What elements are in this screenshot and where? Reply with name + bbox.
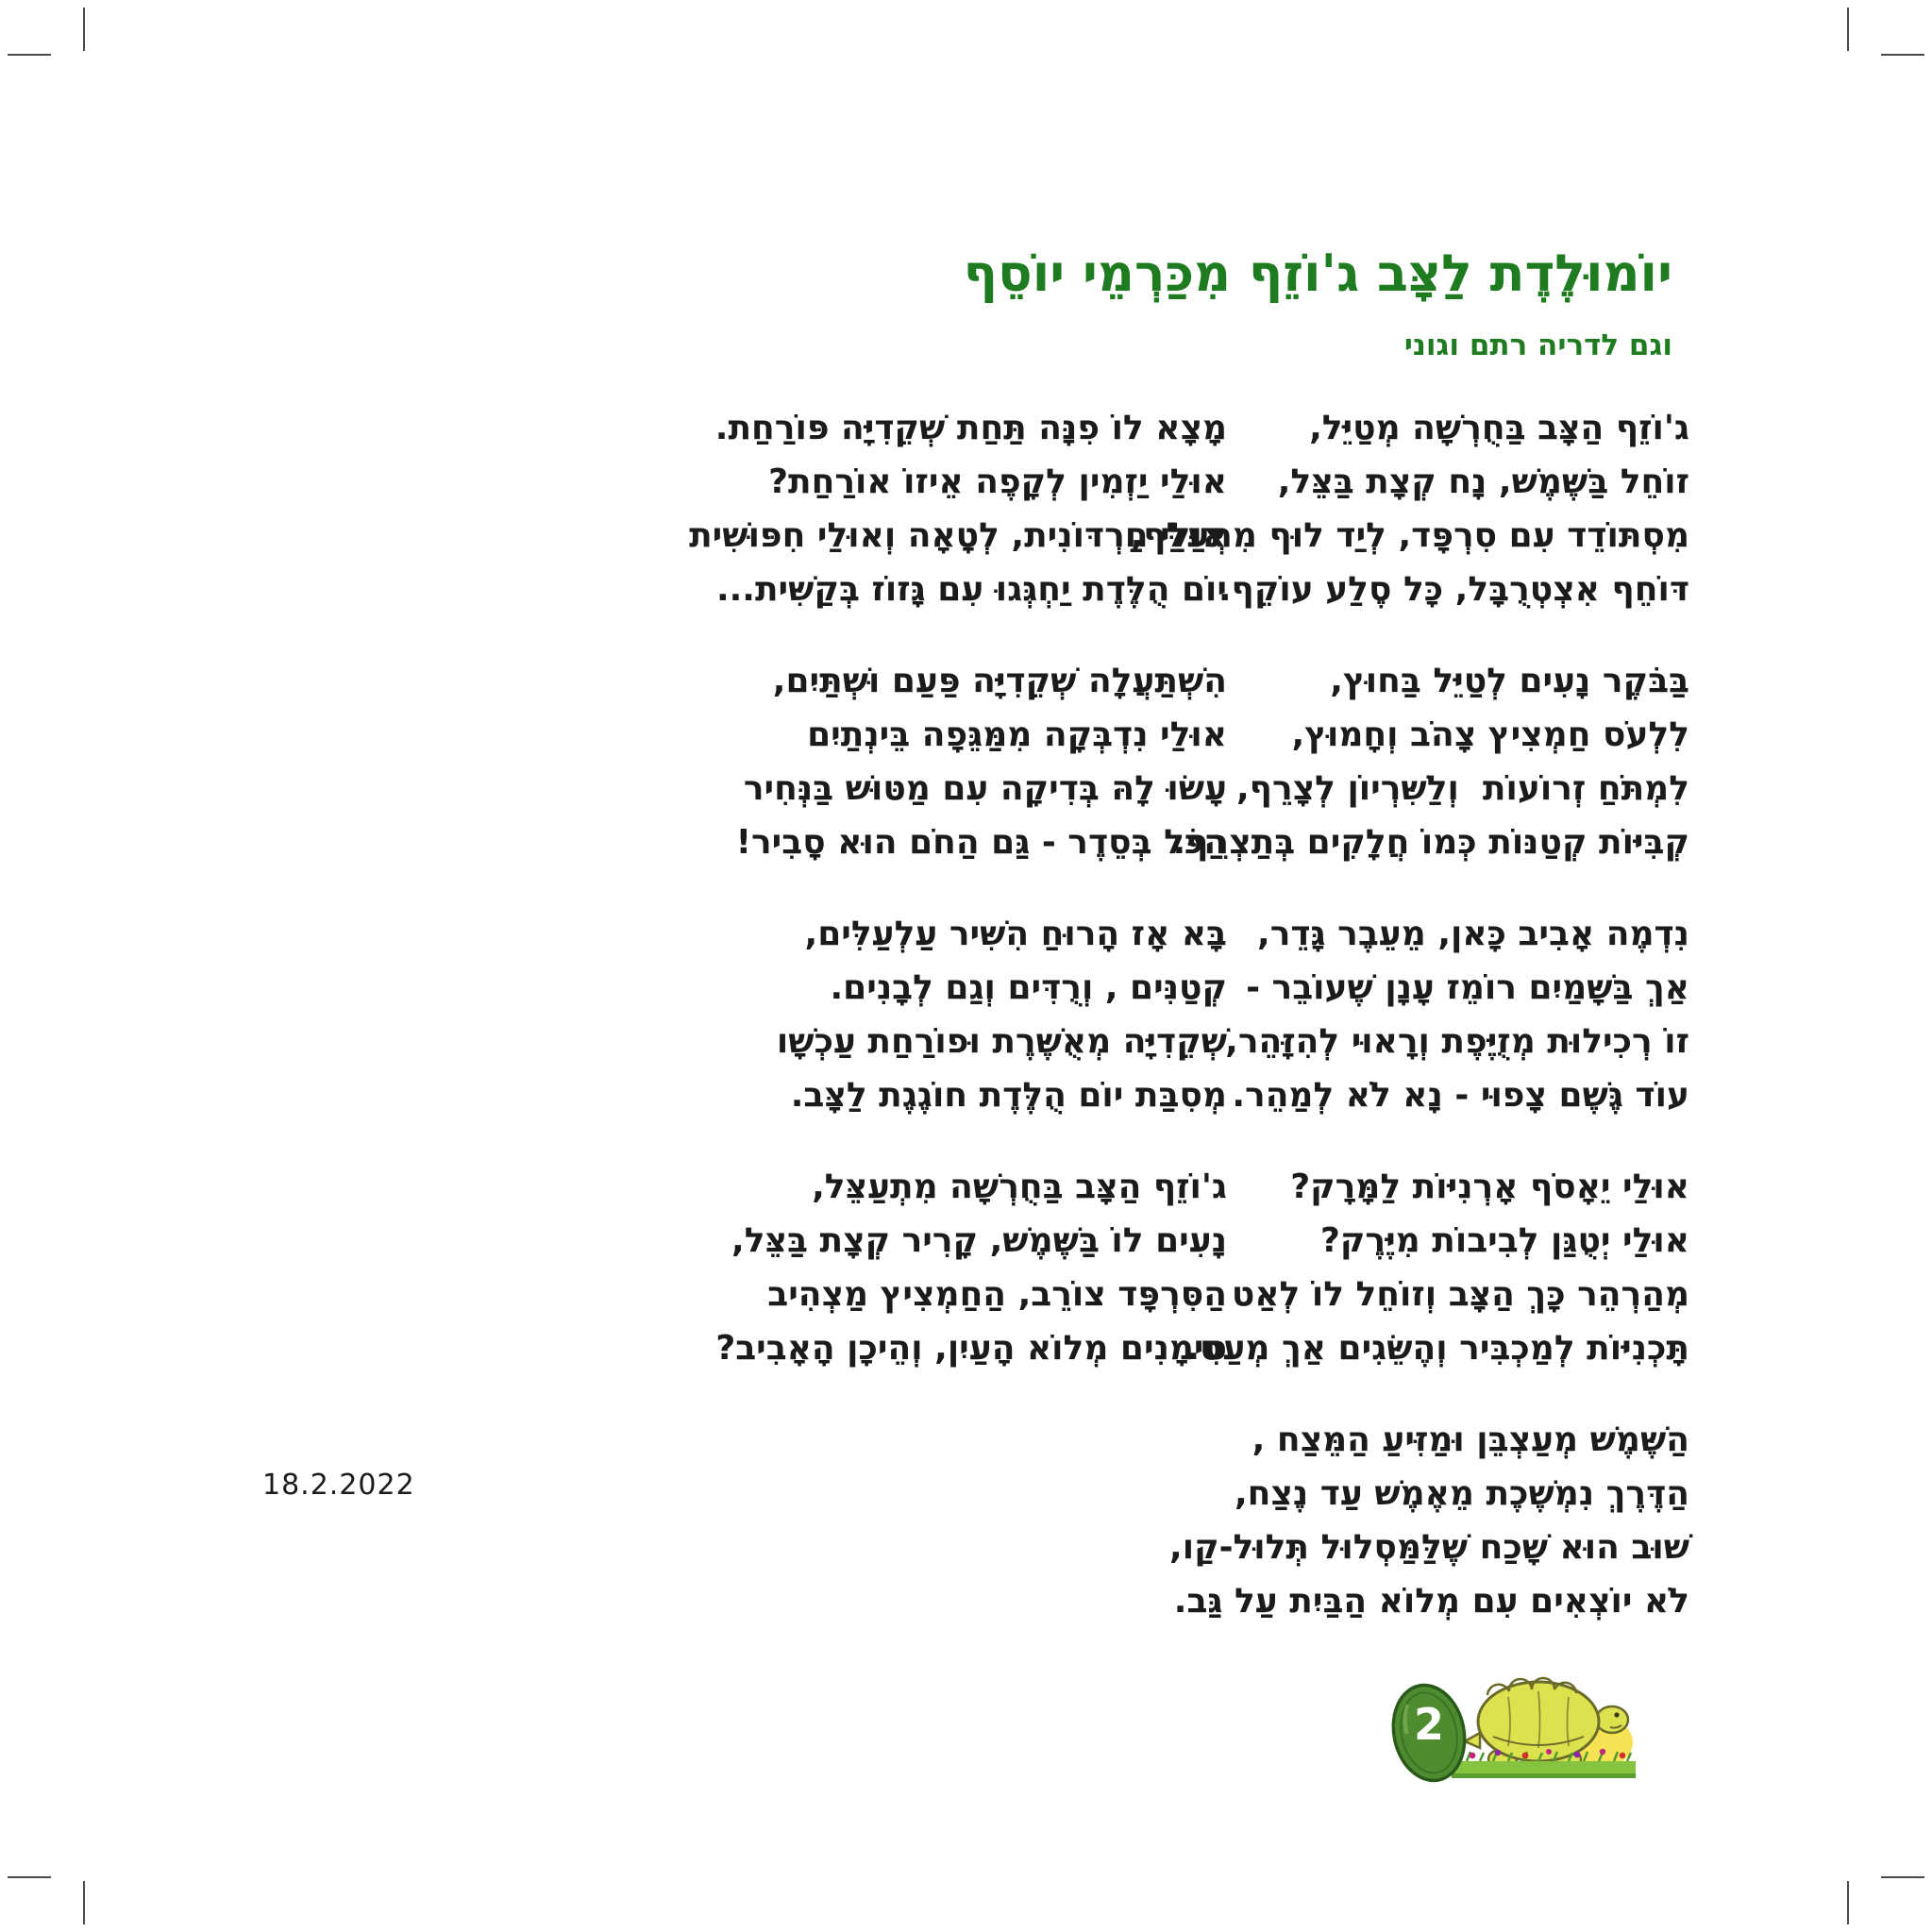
- stanza-5: [1131, 1413, 1689, 1628]
- page-number: 2: [1413, 1699, 1444, 1750]
- poem-line: עוֹד גֶּשֶׁם צָפוּי - נָא לֹא לְמַהֵר.: [1232, 1076, 1689, 1115]
- crop-mark: [1847, 8, 1849, 51]
- poem-line: נִדְמֶה אָבִיב כָּאן, מֵעֵבֶר גָּדֵר,: [1257, 915, 1689, 953]
- poem-line: ג'וֹזֵף הַצָּב בַּחֻרְשָׁה מִתְעַצֵּל,: [812, 1168, 1227, 1206]
- poem-line: זוֹחֵל בַּשֶּׁמֶשׁ, נָח קְצָת בַּצֵּל,: [1277, 462, 1689, 501]
- poem-line: אוּלַי נִדְבְּקָה מִמַּגֵּפָה בֵּינְתַיִם: [807, 715, 1227, 754]
- poem-line: ג'וֹזֵף הַצָּב בַּחֻרְשָׁה מְטַיֵּל,: [1309, 409, 1689, 447]
- poem-line: לִמְתֹּחַ זְרוֹעוֹת וְלַשִּׁרְיוֹן לְצָרֵף,: [1235, 769, 1689, 808]
- poem-line: עָשׂוּ לָהּ בְּדִיקָה עִם מַטּוּשׁ בַּנְּחִיר: [743, 769, 1227, 808]
- stanza-1: [689, 401, 1227, 616]
- poem-column-left: [689, 401, 1227, 1413]
- poem-line: נָעִים לוֹ בַּשֶּׁמֶשׁ, קָרִיר קְצָת בַּצֵּל,: [731, 1221, 1227, 1260]
- poem-line: מָצָא לוֹ פִנָּה תַּחַת שְׁקֵדִיָּה פּוֹרַחַת.: [714, 409, 1227, 447]
- poem-line: הִשְׁתַּעֲלָה שְׁקֵדִיָּה פַּעַם וּשְׁתַּיִם,: [772, 662, 1227, 700]
- poem-line: אַךְ בַּשָּׁמַיִם רוֹמֵז עָנָן שֶׁעוֹבֵר -: [1246, 968, 1689, 1007]
- crop-mark: [8, 1876, 51, 1878]
- page-subtitle: וגם לדריה רתם וגוני: [1403, 328, 1672, 362]
- poem-line: הַכֹּל בְּסֵדֶר - גַּם הַחֹם הוּא סָבִיר!: [735, 823, 1227, 862]
- poem-line: דּוֹחֵף אִצְטְרֻבָּל, כָּל סֶלַע עוֹקֵף.: [1218, 570, 1689, 609]
- poem-line: תָּכְנִיּוֹת לְמַכְבִּיר וְהֶשֵּׂגִים אַךְ מְעַט.: [1186, 1329, 1689, 1368]
- date: 18.2.2022: [262, 1469, 415, 1502]
- poem-line: זוֹ רְכִילוּת מְזֻיֶּפֶת וְרָאוּי לְהִזָּהֵר,: [1225, 1022, 1689, 1061]
- poem-line: הַסִּרְפָּד צוֹרֵב, הַחַמְצִיץ מַצְהִיב: [767, 1275, 1227, 1314]
- poem-line: קְבִּיּוֹת קְטַנּוֹת כְּמוֹ חֲלָקִים בְּתַצְרֵף.: [1172, 823, 1689, 862]
- poem-line: אוּלַי יֵאָסֹף אָרְנִיּוֹת לַמָּרָק?: [1290, 1168, 1689, 1206]
- poem-line: הַדֶּרֶךְ נִמְשֶׁכֶת מֵאֶמֶשׁ עַד נֶצַח,: [1234, 1474, 1689, 1513]
- poem-line: אוּלַי יְטֻגַּן לְבִיבוֹת מִיֶּרֶק?: [1320, 1221, 1689, 1260]
- poem-line: בָּא אָז הָרוּחַ הִשִּׁיר עַלְעַלִּים,: [804, 915, 1227, 953]
- stanza-3: [689, 907, 1227, 1122]
- poem-line: לֹא יוֹצְאִים עִם מְלוֹא הַבַּיִת עַל גַּב.: [1173, 1582, 1689, 1621]
- poem-line: מִסְתּוֹדֵד עִם סִרְפָּד, לְיַד לוּף מִתְעַלֵּף,: [1130, 516, 1689, 555]
- poem-line: בַּבֹּקֶר נָעִים לְטַיֵּל בַּחוּץ,: [1330, 662, 1689, 700]
- stanza-2: [689, 654, 1227, 869]
- poem-line: אוּלַי יַזְמִין לְקָפֶה אֵיזוֹ אוֹרַחַת?: [768, 462, 1227, 501]
- poem-line: קְטַנִּים , וְרֻדִּים וְגַם לְבָנִים.: [830, 968, 1227, 1007]
- crop-mark: [1881, 54, 1924, 56]
- poem-line: אוּלַי חַרְדּוֹנִית, לְטָאָה וְאוּלַי חִפּוּשִׁית: [689, 516, 1227, 555]
- stanza-4: [689, 1160, 1227, 1375]
- crop-mark: [8, 54, 51, 56]
- page-title: יוֹמוּלֶדֶת לַצָּב ג'וֹזֵף מִכַּרְמֵי יוֹסֵף: [963, 244, 1672, 303]
- poem-line: הַשֶּׁמֶשׁ מְעַצְבֵּן וּמַזִּיעַ הַמֵּצַח ,: [1252, 1420, 1689, 1459]
- crop-mark: [1881, 1876, 1924, 1878]
- poem-line: סִימָנִים מְלוֹא הָעַיִן, וְהֵיכָן הָאָבִיב?: [715, 1329, 1227, 1368]
- poem-line: שׁוּב הוּא שָׁכַח שֶׁלַּמַּסְלוּל תְּלוּל-קַו,: [1169, 1528, 1689, 1567]
- crop-mark: [83, 8, 85, 51]
- poem-line: מְהַרְהֵר כָּךְ הַצָּב וְזוֹחֵל לוֹ לְאַט: [1231, 1275, 1689, 1314]
- poem-line: לִלְעֹס חַמְצִיץ צָהֹב וְחָמוּץ,: [1291, 715, 1689, 754]
- poem-line: יוֹם הֻלֶּדֶת יַחְגְּגוּ עִם גָּזוֹז בְּקַשִּׁית...: [715, 570, 1227, 609]
- poem-line: מְסִבַּת יוֹם הֻלֶּדֶת חוֹגֶגֶת לַצָּב.: [790, 1076, 1227, 1115]
- poem-line: שְׁקֵדִיָּה מְאֻשֶּׁרֶת וּפוֹרַחַת עַכְשָׁו: [776, 1022, 1227, 1061]
- crop-mark: [1847, 1881, 1849, 1924]
- crop-mark: [83, 1881, 85, 1924]
- turtle-illustration: [1387, 1650, 1652, 1796]
